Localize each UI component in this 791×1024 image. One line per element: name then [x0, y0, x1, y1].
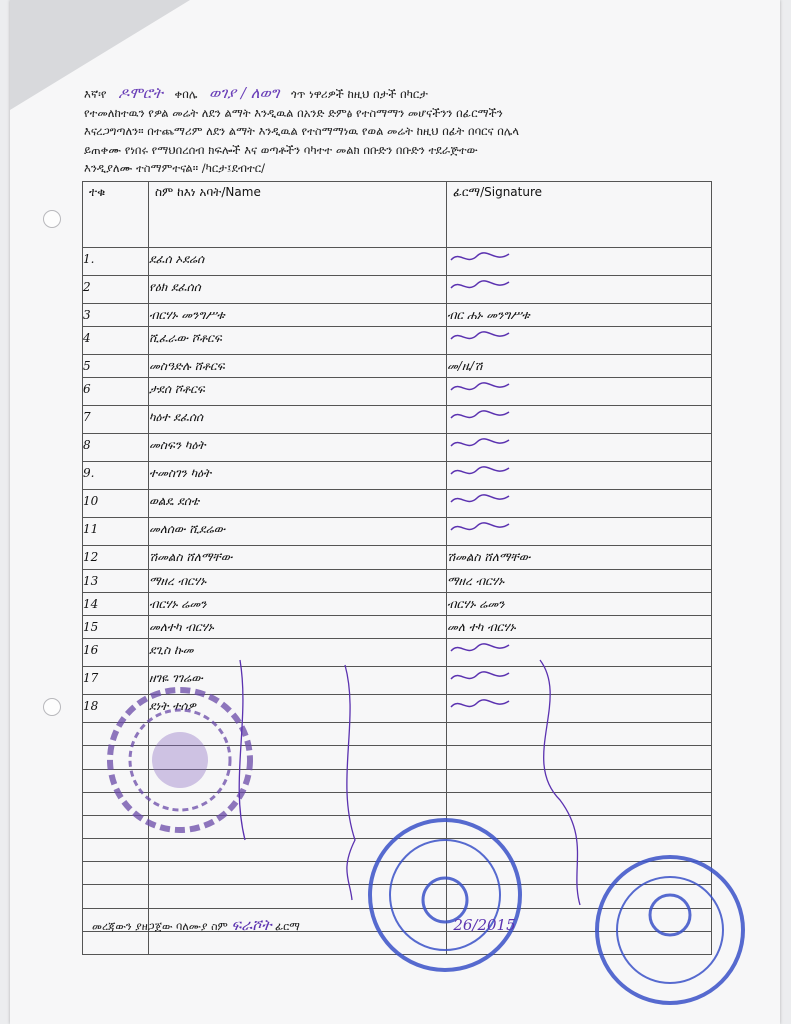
row-number: 16: [83, 639, 149, 667]
table-row: [83, 355, 712, 378]
member-name: ሺፈራው ሾቶርፍ: [149, 327, 447, 355]
table-body: [83, 248, 712, 955]
member-signature: [447, 885, 712, 908]
row-number: 13: [83, 569, 149, 592]
row-number: [83, 931, 149, 954]
member-name: [149, 723, 447, 746]
table-row: [83, 406, 712, 434]
table-row: [83, 592, 712, 615]
column-header-number: ተቁ: [83, 182, 149, 248]
member-signature: [447, 862, 712, 885]
member-name: [149, 885, 447, 908]
table-row: [83, 815, 712, 838]
table-row: [83, 327, 712, 355]
table-row: [83, 615, 712, 638]
table-row: [83, 746, 712, 769]
member-signature: [447, 518, 712, 546]
table-row: [83, 667, 712, 695]
row-number: 11: [83, 518, 149, 546]
header-line-2: የተመለከተዉን የዎል መሬት ለደን ልማት እንዲዉል በአንድ ድምፅ የተስማማን መሆናችንን በፊርማችን: [84, 105, 503, 120]
member-signature: [447, 769, 712, 792]
member-signature: [447, 792, 712, 815]
row-number: [83, 746, 149, 769]
row-number: [83, 839, 149, 862]
row-number: [83, 792, 149, 815]
table-row: [83, 839, 712, 862]
row-number: [83, 723, 149, 746]
preparer-date: 26/2015: [453, 916, 516, 934]
row-number: 3: [83, 304, 149, 327]
member-signature: [447, 667, 712, 695]
table-row: [83, 639, 712, 667]
table-row: [83, 518, 712, 546]
member-name: [149, 769, 447, 792]
signature-scribble: [447, 639, 517, 659]
column-header-signature: ፊርማ/Signature: [447, 182, 712, 248]
signature-scribble: [447, 434, 517, 454]
row-number: [83, 862, 149, 885]
member-name: መስፍን ካዕት: [149, 434, 447, 462]
signature-scribble: [447, 327, 517, 347]
member-signature: [447, 931, 712, 954]
punch-hole-bottom: [43, 698, 61, 716]
kebele-name: ዶሞሮት: [118, 84, 163, 102]
table-row: [83, 569, 712, 592]
header-line-1-end: ጎጥ ነዋሪዎች ከዚህ በታች በካርታ: [291, 87, 428, 101]
preparer-name: ፍራሾት: [231, 916, 272, 934]
member-signature: [447, 815, 712, 838]
signature-scribble: [447, 248, 517, 268]
member-signature: [447, 462, 712, 490]
table-row: [83, 792, 712, 815]
signature-scribble: [447, 406, 517, 426]
table-row: [83, 862, 712, 885]
table-row: [83, 248, 712, 276]
member-name: ብርሃኑ መንግሥቱ: [149, 304, 447, 327]
member-name: የዕክ ደፈሰሰ: [149, 276, 447, 304]
member-name: [149, 862, 447, 885]
row-number: 10: [83, 490, 149, 518]
member-name: መለሰው ሺደሬው: [149, 518, 447, 546]
member-name: ማዘረ ብርሃኑ: [149, 569, 447, 592]
member-name: ካዕተ ደፈሰሰ: [149, 406, 447, 434]
member-signature: መ/ዜ/ሽ: [447, 355, 712, 378]
signature-scribble: [447, 695, 517, 715]
row-number: 5: [83, 355, 149, 378]
column-header-name: ስም ከእነ አባት/Name: [149, 182, 447, 248]
row-number: 8: [83, 434, 149, 462]
member-name: [149, 815, 447, 838]
row-number: 7: [83, 406, 149, 434]
member-signature: [447, 378, 712, 406]
row-number: 15: [83, 615, 149, 638]
member-name: መለተካ ብርሃኑ: [149, 615, 447, 638]
punch-hole-top: [43, 210, 61, 228]
member-name: ብርሃኑ ሬመን: [149, 592, 447, 615]
member-name: [149, 746, 447, 769]
member-signature: ብርሃኑ ሬመን: [447, 592, 712, 615]
row-number: 6: [83, 378, 149, 406]
table-row: [83, 434, 712, 462]
member-name: መስዓድሉ ሸቶርፍ: [149, 355, 447, 378]
table-row: [83, 378, 712, 406]
member-name: [149, 792, 447, 815]
member-signature: [447, 839, 712, 862]
member-name: ወልዴ ደሰቴ: [149, 490, 447, 518]
row-number: 1.: [83, 248, 149, 276]
signature-scribble: [447, 518, 517, 538]
row-number: 9.: [83, 462, 149, 490]
member-name: ደጊስ ኩመ: [149, 639, 447, 667]
signature-scribble: [447, 490, 517, 510]
table-row: [83, 931, 712, 954]
table-row: [83, 723, 712, 746]
member-signature: [447, 327, 712, 355]
row-number: 12: [83, 546, 149, 569]
signature-scribble: [447, 667, 517, 687]
member-signature: [447, 406, 712, 434]
member-signature: ብር ሐኑ መንግሥቱ: [447, 304, 712, 327]
member-signature: [447, 639, 712, 667]
preparer-label: መረጃውን ያዘጋጀው ባለሙያ ስም: [92, 920, 228, 933]
signature-scribble: [447, 462, 517, 482]
member-name: ተመስገን ካዕት: [149, 462, 447, 490]
footer-preparer: [92, 916, 516, 934]
member-signature: [447, 248, 712, 276]
member-name: ታደሰ ሾቶርፍ: [149, 378, 447, 406]
village-name: ወገያ / ለወግ: [209, 84, 280, 102]
kebele-label: ቀበሌ: [174, 87, 198, 101]
table-row: [83, 546, 712, 569]
table-header-row: [83, 182, 712, 248]
header-line-4: ይጠቀሙ የነበሩ የማህበረሰብ ክፍሎች እና ወጣቶችን ባካተተ መልክ በቡድን በቡድን ተደራጅተው: [84, 142, 478, 157]
member-name: ደነት ተሰዎ: [149, 695, 447, 723]
table-row: [83, 490, 712, 518]
member-signature: ማዘረ ብርሃኑ: [447, 569, 712, 592]
table-row: [83, 695, 712, 723]
member-signature: [447, 746, 712, 769]
table-row: [83, 769, 712, 792]
member-signature: መለ ተካ ብርሃኑ: [447, 615, 712, 638]
member-signature: [447, 490, 712, 518]
header-intro: እኛ፡የ: [84, 87, 107, 101]
signature-label: ፊርማ: [275, 920, 300, 933]
signature-table: [82, 181, 712, 955]
row-number: 2: [83, 276, 149, 304]
member-name: [149, 931, 447, 954]
table-row: [83, 304, 712, 327]
agreement-text: [84, 84, 714, 178]
signature-scribble: [447, 276, 517, 296]
row-number: [83, 885, 149, 908]
table-row: [83, 276, 712, 304]
row-number: 14: [83, 592, 149, 615]
table-row: [83, 462, 712, 490]
member-signature: [447, 723, 712, 746]
header-line-3: እናረጋግጣለን። በተጨማሪም ለደን ልማት እንዲዉል የተስማማነዉ የወል መሬት ከዚህ በፊት በባርና በሌላ: [84, 124, 520, 138]
row-number: [83, 815, 149, 838]
member-name: ዘገዬ ገገሬው: [149, 667, 447, 695]
member-name: ደፈሰ ኦደሬሰ: [149, 248, 447, 276]
table-row: [83, 885, 712, 908]
row-number: 4: [83, 327, 149, 355]
member-signature: [447, 434, 712, 462]
member-name: [149, 839, 447, 862]
member-name: ሽመልስ ሸለማቸው: [149, 546, 447, 569]
header-line-5: እንዲያለሙ ተስማምተናል። /ካርታ፤ደብተር/: [84, 161, 265, 175]
member-signature: ሽመልስ ሸለማቸው: [447, 546, 712, 569]
member-signature: [447, 276, 712, 304]
signature-scribble: [447, 378, 517, 398]
member-signature: [447, 695, 712, 723]
header-line-1: [84, 84, 714, 104]
row-number: 17: [83, 667, 149, 695]
row-number: [83, 769, 149, 792]
row-number: 18: [83, 695, 149, 723]
